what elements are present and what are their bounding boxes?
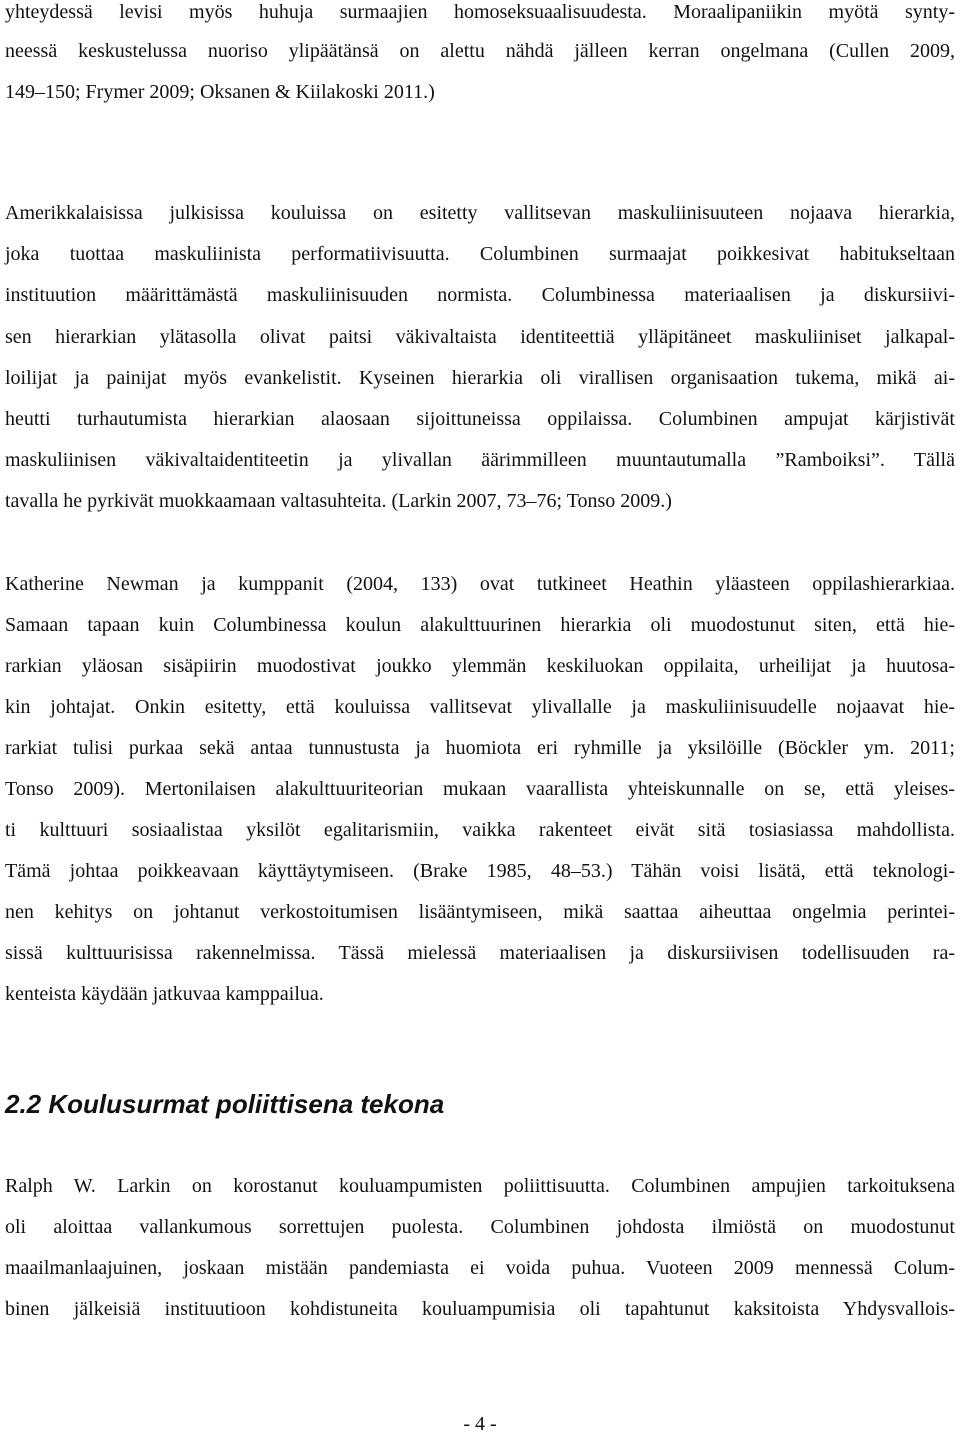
paragraph-3-line-2: Samaan tapaan kuin Columbinessa koulun alakulttuurinen hierarkia oli muodostunut siten, että hie- [5,614,955,636]
paragraph-2-line-5: loilijat ja painijat myös evankelistit. Kyseinen hierarkia oli virallisen organisaation tukema, mikä ai- [5,367,955,389]
paragraph-3-line-4: kin johtajat. Onkin esitetty, että kouluissa vallitsevat ylivallalle ja maskuliinisuudelle nojaavat hie- [5,696,955,718]
paragraph-2-line-6: heutti turhautumista hierarkian alaosaan sijoittuneissa oppilaissa. Columbinen ampujat kärjistivät [5,408,955,430]
section-heading: 2.2 Koulusurmat poliittisena tekona [5,1089,445,1119]
paragraph-3-line-5: rarkiat tulisi purkaa sekä antaa tunnustusta ja huomiota eri ryhmille ja yksilöille (Böckler ym. 2011; [5,737,955,759]
page-number: - 4 - [463,1413,497,1435]
paragraph-4-line-4: binen jälkeisiä instituutioon kohdistuneita kouluampumisia oli tapahtunut kaksitoista Yhdysvallois- [5,1298,955,1320]
paragraph-4-line-3: maailmanlaajuinen, joskaan mistään pandemiasta ei voida puhua. Vuoteen 2009 mennessä Colum- [5,1257,955,1279]
paragraph-2-line-2: joka tuottaa maskuliinista performatiivisuutta. Columbinen surmaajat poikkesivat habitukseltaan [5,243,955,265]
paragraph-3-line-10: sissä kulttuurisissa rakennelmissa. Tässä mielessä materiaalisen ja diskursiivisen todellisuuden ra- [5,942,955,964]
paragraph-4-line-1: Ralph W. Larkin on korostanut kouluampumisten poliittisuutta. Columbinen ampujien tarkoituksena [5,1175,955,1197]
paragraph-3-line-3: rarkian yläosan sisäpiirin muodostivat joukko ylemmän keskiluokan oppilaita, urheilijat ja huutosa- [5,655,955,677]
paragraph-3-line-1: Katherine Newman ja kumppanit (2004, 133) ovat tutkineet Heathin yläasteen oppilashierarkiaa. [5,573,955,595]
paragraph-3-line-7: ti kulttuuri sosiaalistaa yksilöt egalitarismiin, vaikka rakenteet eivät sitä tosiasiassa mahdollista. [5,819,955,841]
paragraph-1-line-1: yhteydessä levisi myös huhuja surmaajien homoseksuaalisuudesta. Moraalipaniikin myötä synty- [5,1,955,23]
paragraph-3-line-9: nen kehitys on johtanut verkostoitumisen lisääntymiseen, mikä saattaa aiheuttaa ongelmia perintei- [5,901,955,923]
paragraph-3-line-6: Tonso 2009). Mertonilaisen alakulttuuriteorian mukaan vaarallista yhteiskunnalle on se, että yleises- [5,778,955,800]
paragraph-1-line-2: neessä keskustelussa nuoriso ylipäätänsä on alettu nähdä jälleen kerran ongelmana (Cullen 2009, [5,40,955,62]
paragraph-1-line-3: 149–150; Frymer 2009; Oksanen & Kiilakoski 2011.) [5,81,435,103]
paragraph-3-line-8: Tämä johtaa poikkeavaan käyttäytymiseen. (Brake 1985, 48–53.) Tähän voisi lisätä, että teknologi- [5,860,955,882]
paragraph-2-line-8: tavalla he pyrkivät muokkaamaan valtasuhteita. (Larkin 2007, 73–76; Tonso 2009.) [5,490,672,512]
paragraph-3-line-11: kenteista käydään jatkuvaa kamppailua. [5,983,324,1005]
paragraph-2-line-3: instituution määrittämästä maskuliinisuuden normista. Columbinessa materiaalisen ja diskursiivi- [5,284,955,306]
paragraph-4-line-2: oli aloittaa vallankumous sorrettujen puolesta. Columbinen johdosta ilmiöstä on muodostunut [5,1216,955,1238]
paragraph-2-line-7: maskuliinisen väkivaltaidentiteetin ja ylivallan äärimmilleen muuntautumalla ”Ramboiksi”. Tällä [5,449,955,471]
paragraph-2-line-1: Amerikkalaisissa julkisissa kouluissa on esitetty vallitsevan maskuliinisuuteen nojaava hierarkia, [5,202,955,224]
paragraph-2-line-4: sen hierarkian ylätasolla olivat paitsi väkivaltaista identiteettiä ylläpitäneet maskuliiniset jalkapal- [5,326,955,348]
